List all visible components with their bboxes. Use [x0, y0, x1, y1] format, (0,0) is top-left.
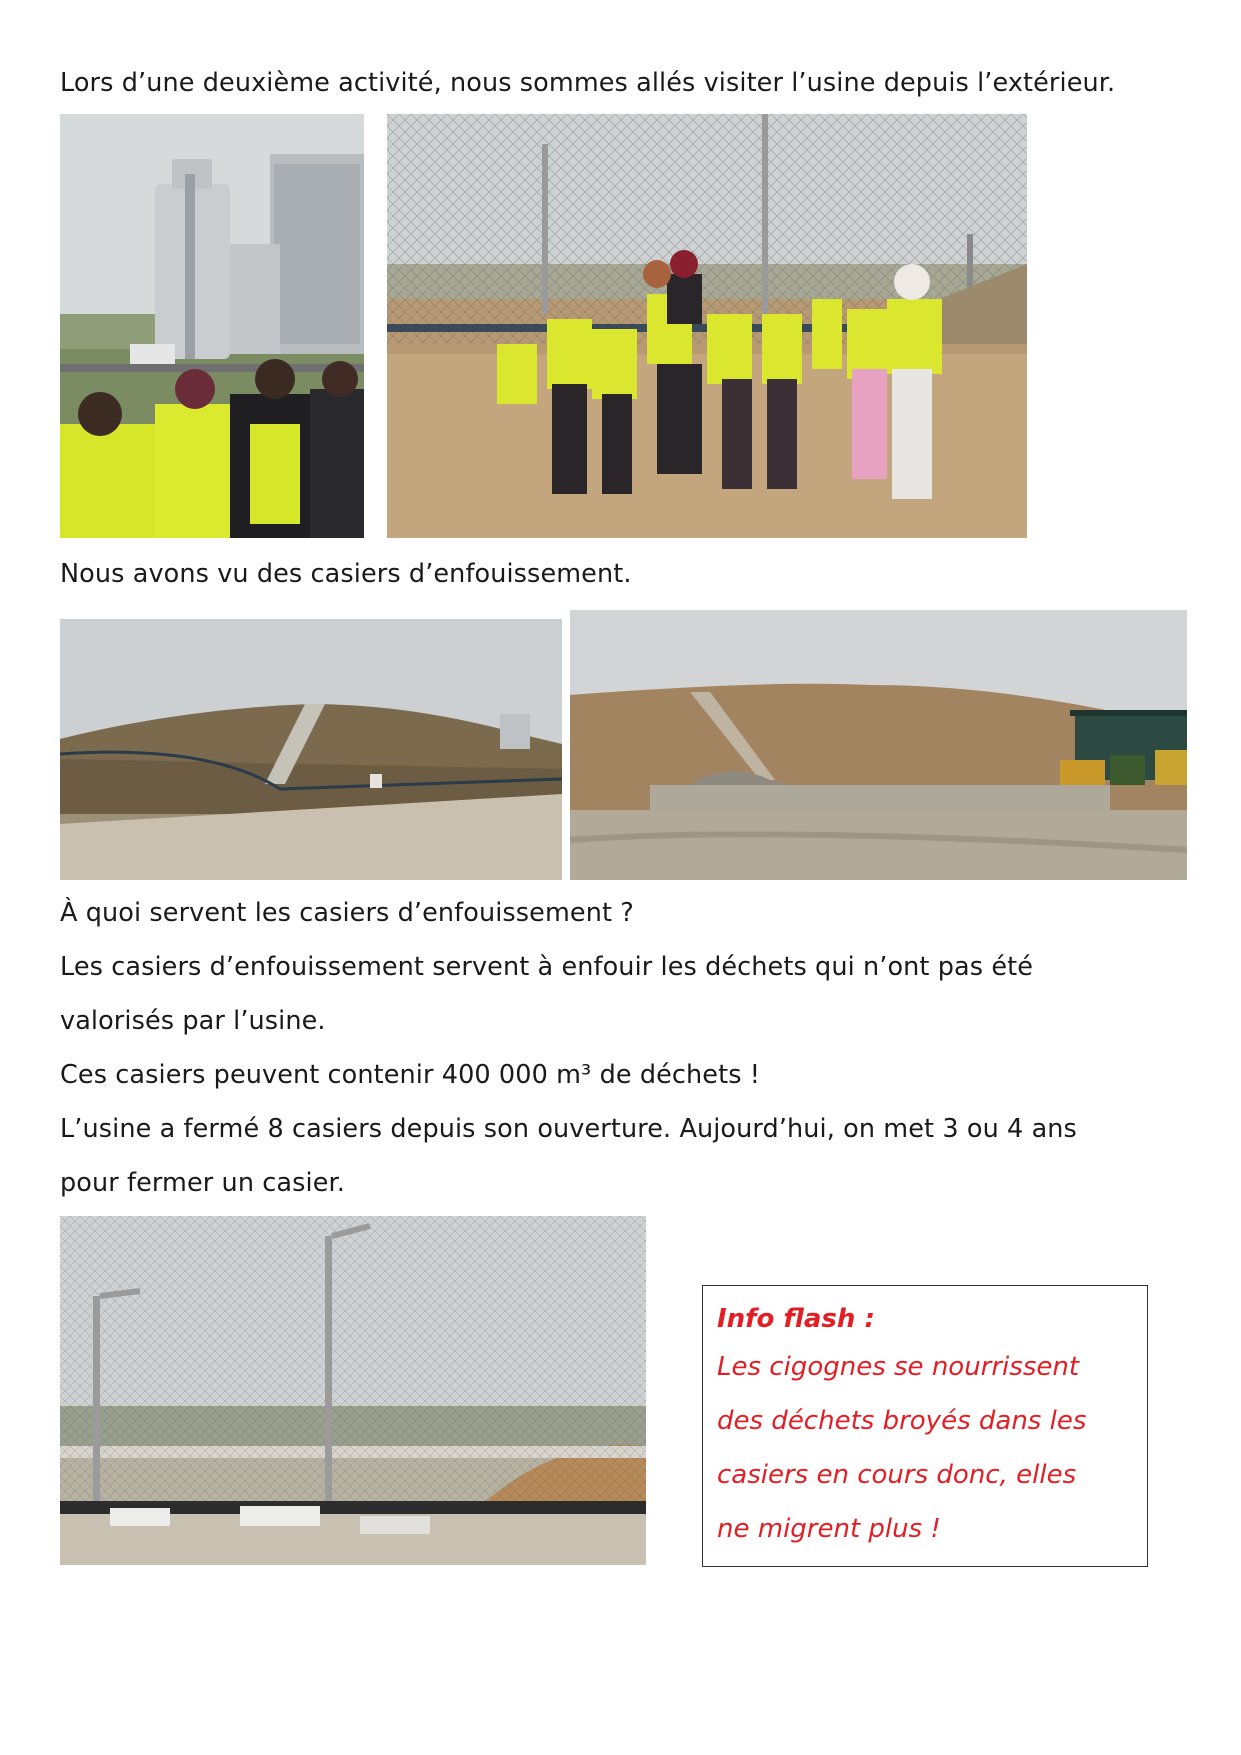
closed-text-line1: L’usine a fermé 8 casiers depuis son ouverture. Aujourd’hui, on met 3 ou 4 ans	[60, 1114, 1077, 1144]
answer-text-line1: Les casiers d’enfouissement servent à enfouir les déchets qui n’ont pas été	[60, 952, 1033, 982]
students-under-net-photo	[387, 114, 1027, 538]
info-flash-title: Info flash :	[717, 1304, 875, 1334]
info-flash-line: casiers en cours donc, elles	[717, 1460, 1077, 1490]
question-text: À quoi servent les casiers d’enfouissement ?	[60, 898, 634, 928]
answer-text-line2: valorisés par l’usine.	[60, 1006, 326, 1036]
info-flash-line: Les cigognes se nourrissent	[717, 1352, 1080, 1382]
capacity-text: Ces casiers peuvent contenir 400 000 m³ de déchets !	[60, 1060, 761, 1090]
info-flash-box	[702, 1285, 1148, 1567]
seen-text: Nous avons vu des casiers d’enfouissement.	[60, 559, 632, 589]
protective-net-fence-photo	[60, 1216, 646, 1565]
intro-text: Lors d’une deuxième activité, nous sommes allés visiter l’usine depuis l’extérieur.	[60, 68, 1116, 98]
closed-text-line2: pour fermer un casier.	[60, 1168, 345, 1198]
landfill-cell-site-photo	[570, 610, 1187, 880]
landfill-mound-photo	[60, 619, 562, 880]
info-flash-line: des déchets broyés dans les	[717, 1406, 1087, 1436]
info-flash-line: ne migrent plus !	[717, 1514, 941, 1544]
factory-silo-students-photo	[60, 114, 364, 538]
